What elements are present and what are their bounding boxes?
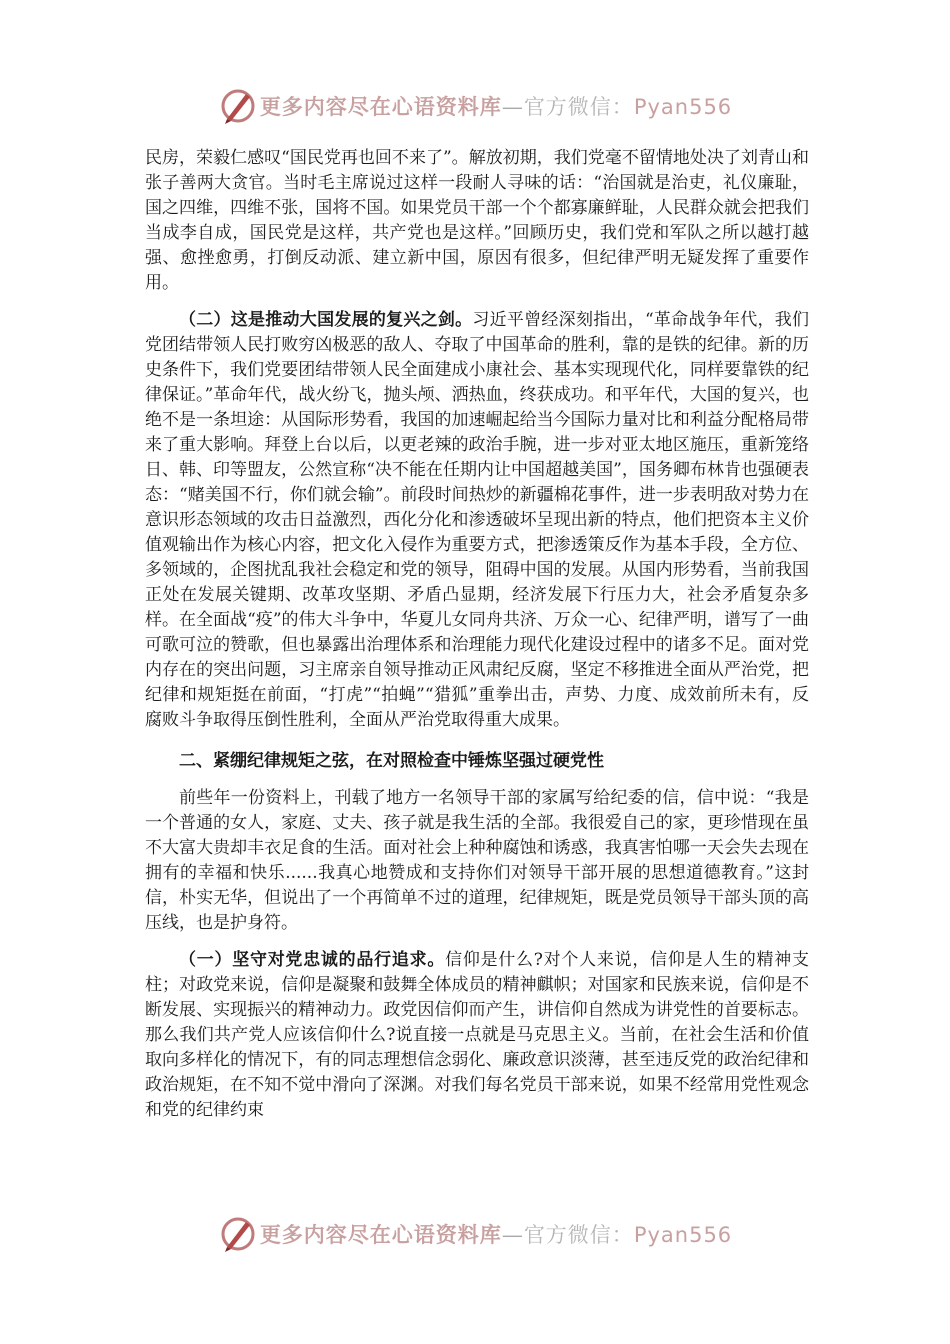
section-heading: 二、紧绷纪律规矩之弦，在对照检查中锤炼坚强过硬党性 xyxy=(179,751,604,771)
document-body xyxy=(145,146,809,1123)
paragraph-text: 民房，荣毅仁感叹“国民党再也回不来了”。解放初期，我们党毫不留情地处决了刘青山和张子善两大贪官。当时毛主席说过这样一段耐人寻味的话：“治国就是治吏，礼仪廉耻，国之四维，四维不张，国将不国。如果党员干部一个个都寡廉鲜耻，人民群众就会把我们当成李自成，国民党是这样，共产党也是这样。”回顾历史，我们党和军队之所以越打越强、愈挫愈勇，打倒反动派、建立新中国，原因有很多，但纪律严明无疑发挥了重要作用。 xyxy=(145,148,809,293)
paragraph-3 xyxy=(145,786,809,936)
watermark-brand: 更多内容尽在心语资料库 xyxy=(259,1222,502,1247)
watermark-text xyxy=(260,91,732,121)
paragraph-1 xyxy=(145,146,809,296)
watermark-official: 官方微信： xyxy=(523,95,634,119)
pen-logo-icon xyxy=(218,1214,258,1254)
watermark-wechat-id: Pyan556 xyxy=(633,95,733,119)
header-watermark xyxy=(0,84,950,128)
pen-logo-icon xyxy=(218,86,258,126)
watermark-wechat-id: Pyan556 xyxy=(633,1223,733,1247)
paragraph-text: 前些年一份资料上，刊载了地方一名领导干部的家属写给纪委的信，信中说：“我是一个普通的女人，家庭、丈夫、孩子就是我生活的全部。我很爱自己的家，更珍惜现在虽不大富大贵却丰衣足食的生活。面对社会上种种腐蚀和诱惑，我真害怕哪一天会失去现在拥有的幸福和快乐......我真心地赞成和支持你们对领导干部开展的思想道德教育。”这封信，朴实无华，但说出了一个再简单不过的道理，纪律规矩，既是党员领导干部头顶的高压线，也是护身符。 xyxy=(145,788,809,933)
watermark-official: 官方微信： xyxy=(523,1223,634,1247)
watermark-dash: — xyxy=(501,1223,524,1247)
paragraph-text: 信仰是什么?对个人来说，信仰是人生的精神支柱；对政党来说，信仰是凝聚和鼓舞全体成员的精神麒帜；对国家和民族来说，信仰是不断发展、实现振兴的精神动力。政党因信仰而产生，讲信仰自然成为讲党性的首要标志。那么我们共产党人应该信仰什么?说直接一点就是马克思主义。当前，在社会生活和价值取向多样化的情况下，有的同志理想信念弱化、廉政意识淡薄，甚至违反党的政治纪律和政治规矩，在不知不觉中滑向了深渊。对我们每名党员干部来说，如果不经常用党性观念和党的纪律约束 xyxy=(145,950,809,1120)
footer-watermark xyxy=(0,1212,950,1256)
paragraph-2 xyxy=(145,308,809,733)
paragraph-text: 习近平曾经深刻指出，“革命战争年代，我们党团结带领人民打败穷凶极恶的敌人、夺取了中国革命的胜利，靠的是铁的纪律。新的历史条件下，我们党要团结带领人民全面建成小康社会、基本实现现代化，同样要靠铁的纪律保证。”革命年代，战火纷飞，抛头颅、洒热血，终获成功。和平年代，大国的复兴，也绝不是一条坦途：从国际形势看，我国的加速崛起给当今国际力量对比和利益分配格局带来了重大影响。拜登上台以后，以更老辣的政治手腕，进一步对亚太地区施压，重新笼络日、韩、印等盟友，公然宣称“决不能在任期内让中国超越美国”，国务卿布林肯也强硬表态：“赌美国不行，你们就会输”。前段时间热炒的新疆棉花事件，进一步表明敌对势力在意识形态领域的攻击日益激烈，西化分化和渗透破坏呈现出新的特点，他们把资本主义价值观输出作为核心内容，把文化入侵作为重要方式，把渗透策反作为基本手段，全方位、多领域的，企图扰乱我社会稳定和党的领导，阻碍中国的发展。从国内形势看，当前我国正处在发展关键期、改革攻坚期、矛盾凸显期，经济发展下行压力大，社会矛盾复杂多样。在全面战“疫”的伟大斗争中，华夏儿女同舟共济、万众一心、纪律严明，谱写了一曲可歌可泣的赞歌，但也暴露出治理体系和治理能力现代化建设过程中的诸多不足。面对党内存在的突出问题，习主席亲自领导推动正风肃纪反腐，坚定不移推进全面从严治党，把纪律和规矩挺在前面，“打虎”“拍蝇”“猎狐”重拳出击，声势、力度、成效前所未有，反腐败斗争取得压倒性胜利，全面从严治党取得重大成果。 xyxy=(145,310,809,730)
watermark-brand: 更多内容尽在心语资料库 xyxy=(259,94,502,119)
paragraph-lead: （一）坚守对党忠诚的品行追求。 xyxy=(179,950,446,970)
watermark-dash: — xyxy=(501,95,524,119)
paragraph-4 xyxy=(145,948,809,1123)
watermark-text xyxy=(260,1219,732,1249)
paragraph-lead: （二）这是推动大国发展的复兴之剑。 xyxy=(179,310,473,330)
